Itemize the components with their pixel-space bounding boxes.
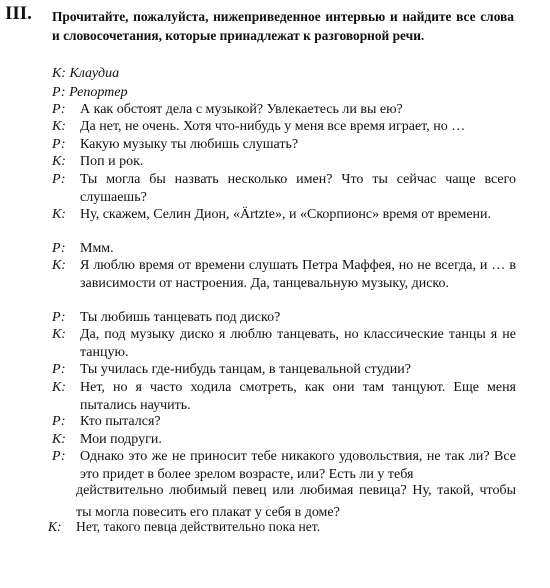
speaker-label: К: [52, 258, 66, 273]
speaker-label: Р: [52, 241, 66, 256]
utterance-text: Нет, такого певца действительно пока нет. [76, 519, 321, 534]
speaker-label: Р: [52, 310, 66, 325]
dialogue-line [52, 361, 516, 379]
speaker-label: Р: [52, 414, 66, 429]
utterance-text: Я люблю время от времени слушать Петра Маффея, но не всегда, и … в зависимости от настроения. Да, танцевальную музыку, диско. [80, 258, 516, 291]
dialogue-line [52, 118, 516, 136]
dialogue-line [52, 101, 516, 119]
dialogue-line [52, 448, 516, 483]
dialogue-line [52, 136, 516, 154]
utterance-text: Да, под музыку диско я люблю танцевать, но классические танцы я не танцую. [80, 327, 516, 360]
utterance-text: А как обстоят дела с музыкой? Увлекаетесь ли вы ею? [80, 102, 403, 117]
speaker-label: Р: [52, 172, 66, 187]
dialogue-line [52, 309, 516, 327]
dialogue-line [52, 413, 516, 431]
role-reporter: Р: Репортер [52, 85, 128, 100]
speaker-label: К: [52, 119, 66, 134]
dialogue-line [52, 240, 516, 258]
speaker-label: К: [52, 380, 66, 395]
dialogue-line [48, 518, 512, 536]
utterance-text: Кто пытался? [80, 414, 161, 429]
speaker-label: Р: [52, 449, 66, 464]
roles-list [52, 64, 127, 102]
utterance-text: Да нет, не очень. Хотя что-нибудь у меня все время играет, но … [80, 119, 466, 134]
dialogue-continuation: действительно любимый певец или любимая певица? Ну, такой, чтобы ты могла повесить его плакат у себя в доме? [76, 483, 516, 520]
speaker-label: К: [52, 327, 66, 342]
utterance-text: Однако это же не приносит тебе никакого удовольствия, не так ли? Все это придет в более зрелом возрасте, или? Есть ли у тебя [80, 449, 516, 482]
role-claudia: К: Клаудиа [52, 66, 120, 81]
task-number: III. [5, 3, 32, 24]
task-instruction: Прочитайте, пожалуйста, нижеприведенное интервью и найдите все слова и словосочетания, которые принадлежат к разговорной речи. [52, 9, 514, 43]
utterance-text: Ммм. [80, 241, 114, 256]
dialogue-line [52, 379, 516, 414]
dialogue-line [52, 206, 516, 224]
dialogue-line [52, 431, 516, 449]
dialogue-line [52, 153, 516, 171]
utterance-text: Ну, скажем, Селин Дион, «Ärtzte», и «Скорпионс» время от времени. [80, 207, 492, 222]
utterance-text: Нет, но я часто ходила смотреть, как они там танцуют. Еще меня пытались научить. [80, 380, 516, 413]
dialogue-line [52, 171, 516, 206]
speaker-label: Р: [52, 137, 66, 152]
utterance-text: Ты училась где-нибудь танцам, в танцевальной студии? [80, 362, 411, 377]
utterance-text: Мои подруги. [80, 432, 162, 447]
utterance-text: Поп и рок. [80, 154, 144, 169]
speaker-label: К: [48, 519, 62, 534]
utterance-text: Ты любишь танцевать под диско? [80, 310, 281, 325]
utterance-text: Какую музыку ты любишь слушать? [80, 137, 299, 152]
speaker-label: К: [52, 432, 66, 447]
utterance-text: Ты могла бы назвать несколько имен? Что ты сейчас чаще всего слушаешь? [80, 172, 516, 205]
speaker-label: Р: [52, 102, 66, 117]
speaker-label: Р: [52, 362, 66, 377]
dialogue-line [52, 326, 516, 361]
speaker-label: К: [52, 207, 66, 222]
dialogue-line [52, 257, 516, 292]
speaker-label: К: [52, 154, 66, 169]
